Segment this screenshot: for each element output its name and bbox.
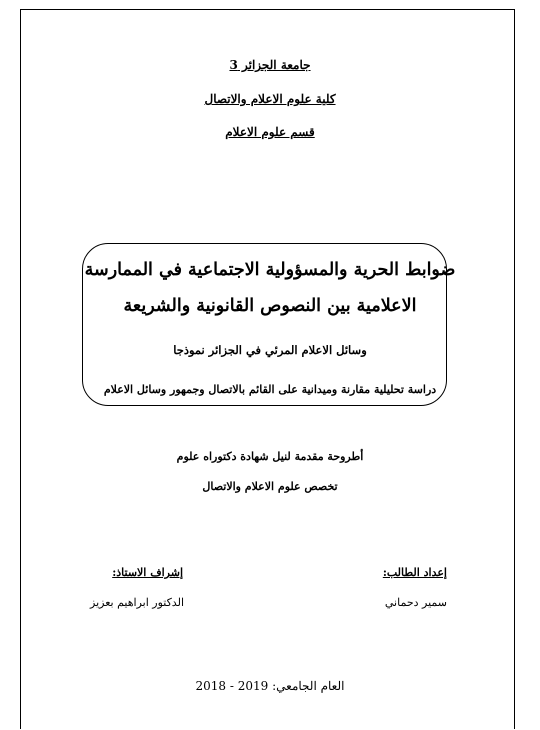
student-label: إعداد الطالب: [382, 566, 447, 579]
academic-year [0, 679, 540, 693]
academic-year-label: العام الجامعي: [272, 679, 345, 693]
thesis-specialty: تخصص علوم الاعلام والاتصال [202, 480, 338, 493]
university-name: جامعة الجزائر 3 [229, 58, 311, 72]
academic-year-value: 2018 - 2019 [195, 679, 269, 693]
thesis-title-line-1: ضوابط الحرية والمسؤولية الاجتماعية في الممارسة [84, 260, 456, 280]
faculty-name: كلية علوم الاعلام والاتصال [204, 92, 336, 106]
student-name: سمير دحماني [384, 596, 447, 609]
supervisor-label: إشراف الاستاذ: [112, 566, 183, 579]
department-name: قسم علوم الاعلام [225, 125, 315, 139]
case-study-line: وسائل الاعلام المرئي في الجزائر نموذجا [173, 343, 367, 357]
supervisor-name: الدكتور ابراهيم بعزيز [90, 596, 184, 609]
thesis-title-line-2: الاعلامية بين النصوص القانونية والشريعة [123, 296, 417, 316]
thesis-purpose: أطروحة مقدمة لنيل شهادة دكتوراه علوم [176, 450, 364, 463]
study-description-line: دراسة تحليلية مقارنة وميدانية على القائم بالاتصال وجمهور وسائل الاعلام [103, 383, 437, 396]
